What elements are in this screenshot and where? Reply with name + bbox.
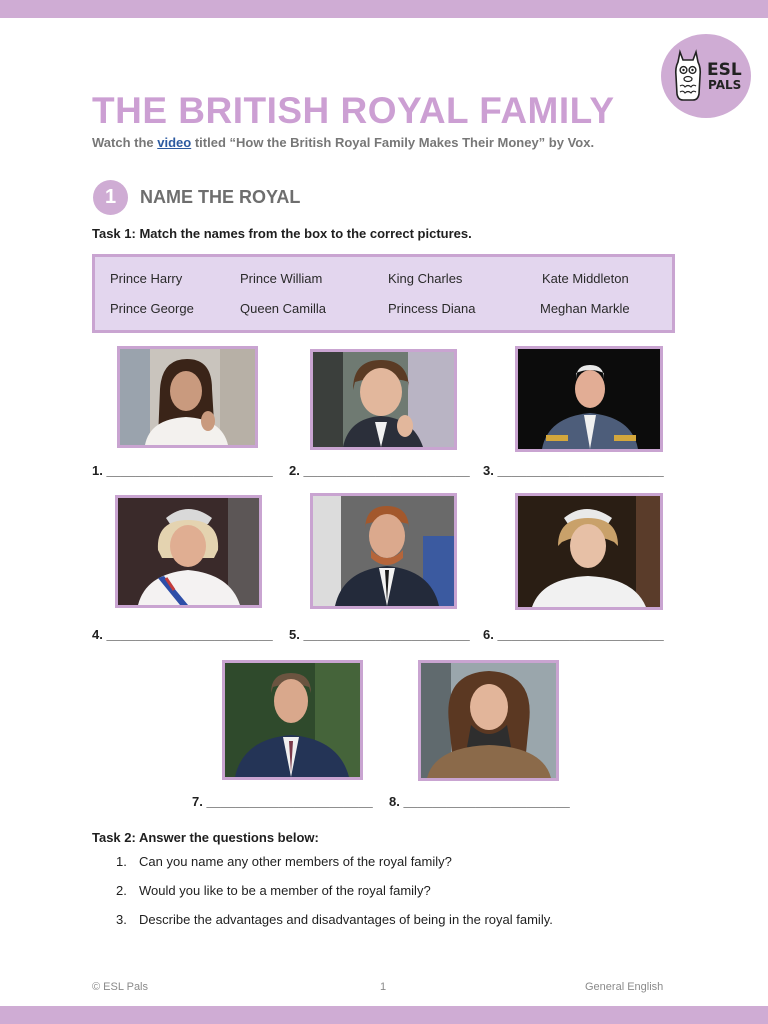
footer-copyright: © ESL Pals bbox=[92, 981, 148, 993]
photo-7 bbox=[222, 660, 363, 780]
page-title: THE BRITISH ROYAL FAMILY bbox=[92, 90, 615, 131]
answer-line-8[interactable]: 8. _______________________ bbox=[389, 794, 570, 809]
name-box bbox=[92, 254, 675, 333]
video-link[interactable]: video bbox=[157, 135, 192, 150]
section-number-badge: 1 bbox=[93, 180, 128, 215]
answer-line-3[interactable]: 3. _______________________ bbox=[483, 463, 664, 478]
answer-line-1[interactable]: 1. _______________________ bbox=[92, 463, 273, 478]
question-number-2: 2. bbox=[116, 883, 127, 898]
photo-6 bbox=[515, 493, 663, 610]
esl-pals-logo bbox=[661, 34, 751, 118]
question-3: Describe the advantages and disadvantages of being in the royal family. bbox=[139, 912, 553, 927]
question-1: Can you name any other members of the royal family? bbox=[139, 854, 452, 869]
answer-line-2[interactable]: 2. _______________________ bbox=[289, 463, 470, 478]
name-option: Queen Camilla bbox=[240, 301, 326, 316]
name-option: King Charles bbox=[388, 271, 463, 286]
name-option: Meghan Markle bbox=[540, 301, 630, 316]
task1-instruction: Task 1: Match the names from the box to the correct pictures. bbox=[92, 226, 472, 241]
question-number-1: 1. bbox=[116, 854, 127, 869]
logo-text-esl: ESL bbox=[707, 60, 742, 80]
top-decor-bar bbox=[0, 0, 768, 18]
task2-instruction: Task 2: Answer the questions below: bbox=[92, 830, 319, 845]
name-option: Kate Middleton bbox=[542, 271, 629, 286]
footer-category: General English bbox=[585, 981, 664, 993]
page-subtitle bbox=[92, 135, 594, 150]
bottom-decor-bar bbox=[0, 1006, 768, 1024]
question-2: Would you like to be a member of the royal family? bbox=[139, 883, 431, 898]
answer-line-6[interactable]: 6. _______________________ bbox=[483, 627, 664, 642]
answer-line-7[interactable]: 7. _______________________ bbox=[192, 794, 373, 809]
name-option: Prince Harry bbox=[110, 271, 183, 286]
photo-2 bbox=[310, 349, 457, 450]
answer-line-5[interactable]: 5. _______________________ bbox=[289, 627, 470, 642]
logo-text-pals: PALS bbox=[708, 78, 742, 92]
llama-icon bbox=[671, 48, 705, 104]
subtitle-text-end: titled “How the British Royal Family Makes Their Money” by Vox. bbox=[191, 135, 595, 150]
name-option: Princess Diana bbox=[388, 301, 476, 316]
name-option: Prince William bbox=[240, 271, 323, 286]
question-number-3: 3. bbox=[116, 912, 127, 927]
photo-5 bbox=[310, 493, 457, 609]
photo-1 bbox=[117, 346, 258, 448]
footer-page-number: 1 bbox=[380, 981, 387, 993]
photo-4 bbox=[115, 495, 262, 608]
section-title: NAME THE ROYAL bbox=[140, 187, 301, 207]
answer-line-4[interactable]: 4. _______________________ bbox=[92, 627, 273, 642]
subtitle-text-start: Watch the bbox=[92, 135, 158, 150]
photo-8 bbox=[418, 660, 559, 781]
photo-3 bbox=[515, 346, 663, 452]
name-option: Prince George bbox=[110, 301, 194, 316]
